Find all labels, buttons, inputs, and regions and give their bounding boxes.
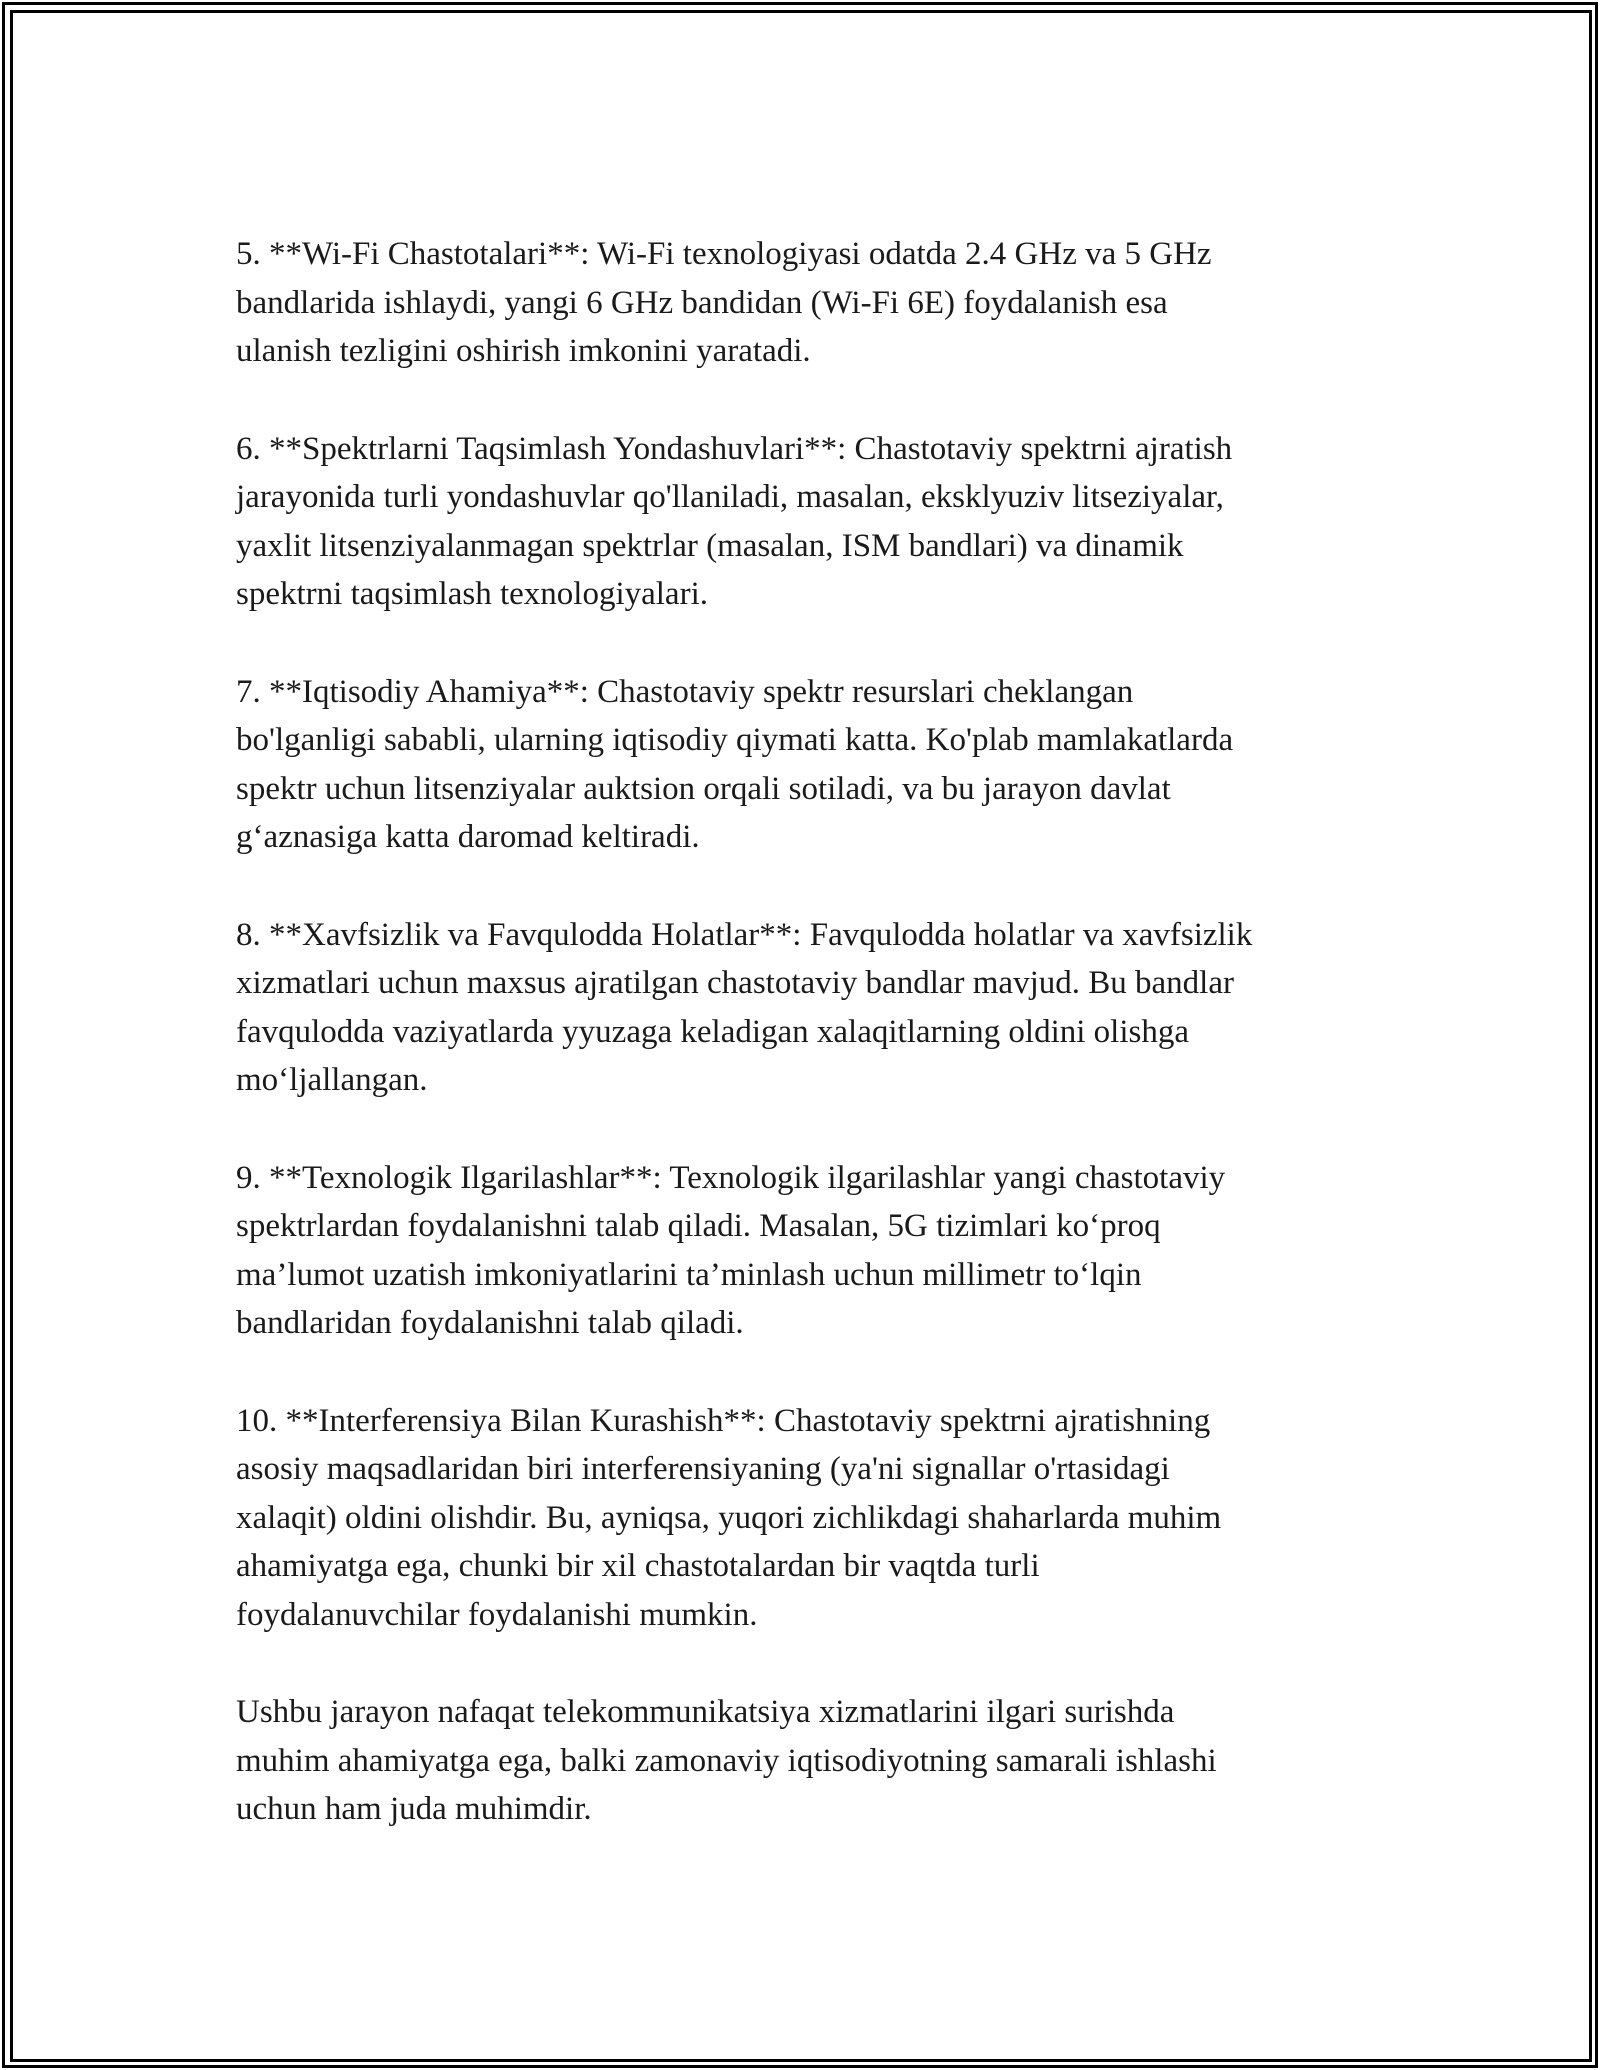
paragraph-interference-management: 10. **Interferensiya Bilan Kurashish**: Chastotaviy spektrni ajratishning asosiy maqsadlaridan biri interferensiyaning (ya'ni signallar o'rtasidagi xalaqit) oldini olishdir. Bu, ayniqsa, yuqori zichlikdagi shaharlarda muhim ahamiyatga ega, chunki bir xil chastotalardan bir vaqtda turli foydalanuvchilar foydalanishi mumkin. bbox=[236, 1402, 1222, 1633]
paragraph-spectrum-allocation-approaches: 6. **Spektrlarni Taqsimlash Yondashuvlari**: Chastotaviy spektrni ajratish jarayonida turli yondashuvlar qo'llaniladi, masalan, eksklyuziv litseziyalar, yaxlit litsenziyalanmagan spektrlar (masalan, ISM bandlari) va dinamik spektrni taqsimlash texnologiyalari. bbox=[236, 430, 1233, 612]
paragraph-technological-advances: 9. **Texnologik Ilgarilashlar**: Texnologik ilgarilashlar yangi chastotaviy spektrlardan foydalanishni talab qiladi. Masalan, 5G tizimlari ko‘proq ma’lumot uzatish imkoniyatlarini ta’minlash uchun millimetr to‘lqin bandlaridan foydalanishni talab qiladi. bbox=[236, 1159, 1226, 1341]
paragraph-security-emergency: 8. **Xavfsizlik va Favqulodda Holatlar**: Favqulodda holatlar va xavfsizlik xizmatlari uchun maxsus ajratilgan chastotaviy bandlar mavjud. Bu bandlar favqulodda vaziyatlarda yyuzaga keladigan xalaqitlarning oldini olishga mo‘ljallangan. bbox=[236, 916, 1253, 1098]
paragraph-wifi-frequencies: 5. **Wi-Fi Chastotalari**: Wi-Fi texnologiyasi odatda 2.4 GHz va 5 GHz bandlarida ishlaydi, yangi 6 GHz bandidan (Wi-Fi 6E) foydalanish esa ulanish tezligini oshirish imkonini yaratadi. bbox=[236, 236, 1212, 369]
paragraph-economic-importance: 7. **Iqtisodiy Ahamiya**: Chastotaviy spektr resurslari cheklangan bo'lganligi sababli, ularning iqtisodiy qiymati katta. Ko'plab mamlakatlarda spektr uchun litsenziyalar auktsion orqali sotiladi, va bu jarayon davlat g‘aznasiga katta daromad keltiradi. bbox=[236, 673, 1234, 855]
document-body bbox=[236, 230, 1396, 1883]
paragraph-conclusion: Ushbu jarayon nafaqat telekommunikatsiya xizmatlarini ilgari surishda muhim ahamiyatga ega, balki zamonaviy iqtisodiyotning samarali ishlashi uchun ham juda muhimdir. bbox=[236, 1694, 1217, 1827]
